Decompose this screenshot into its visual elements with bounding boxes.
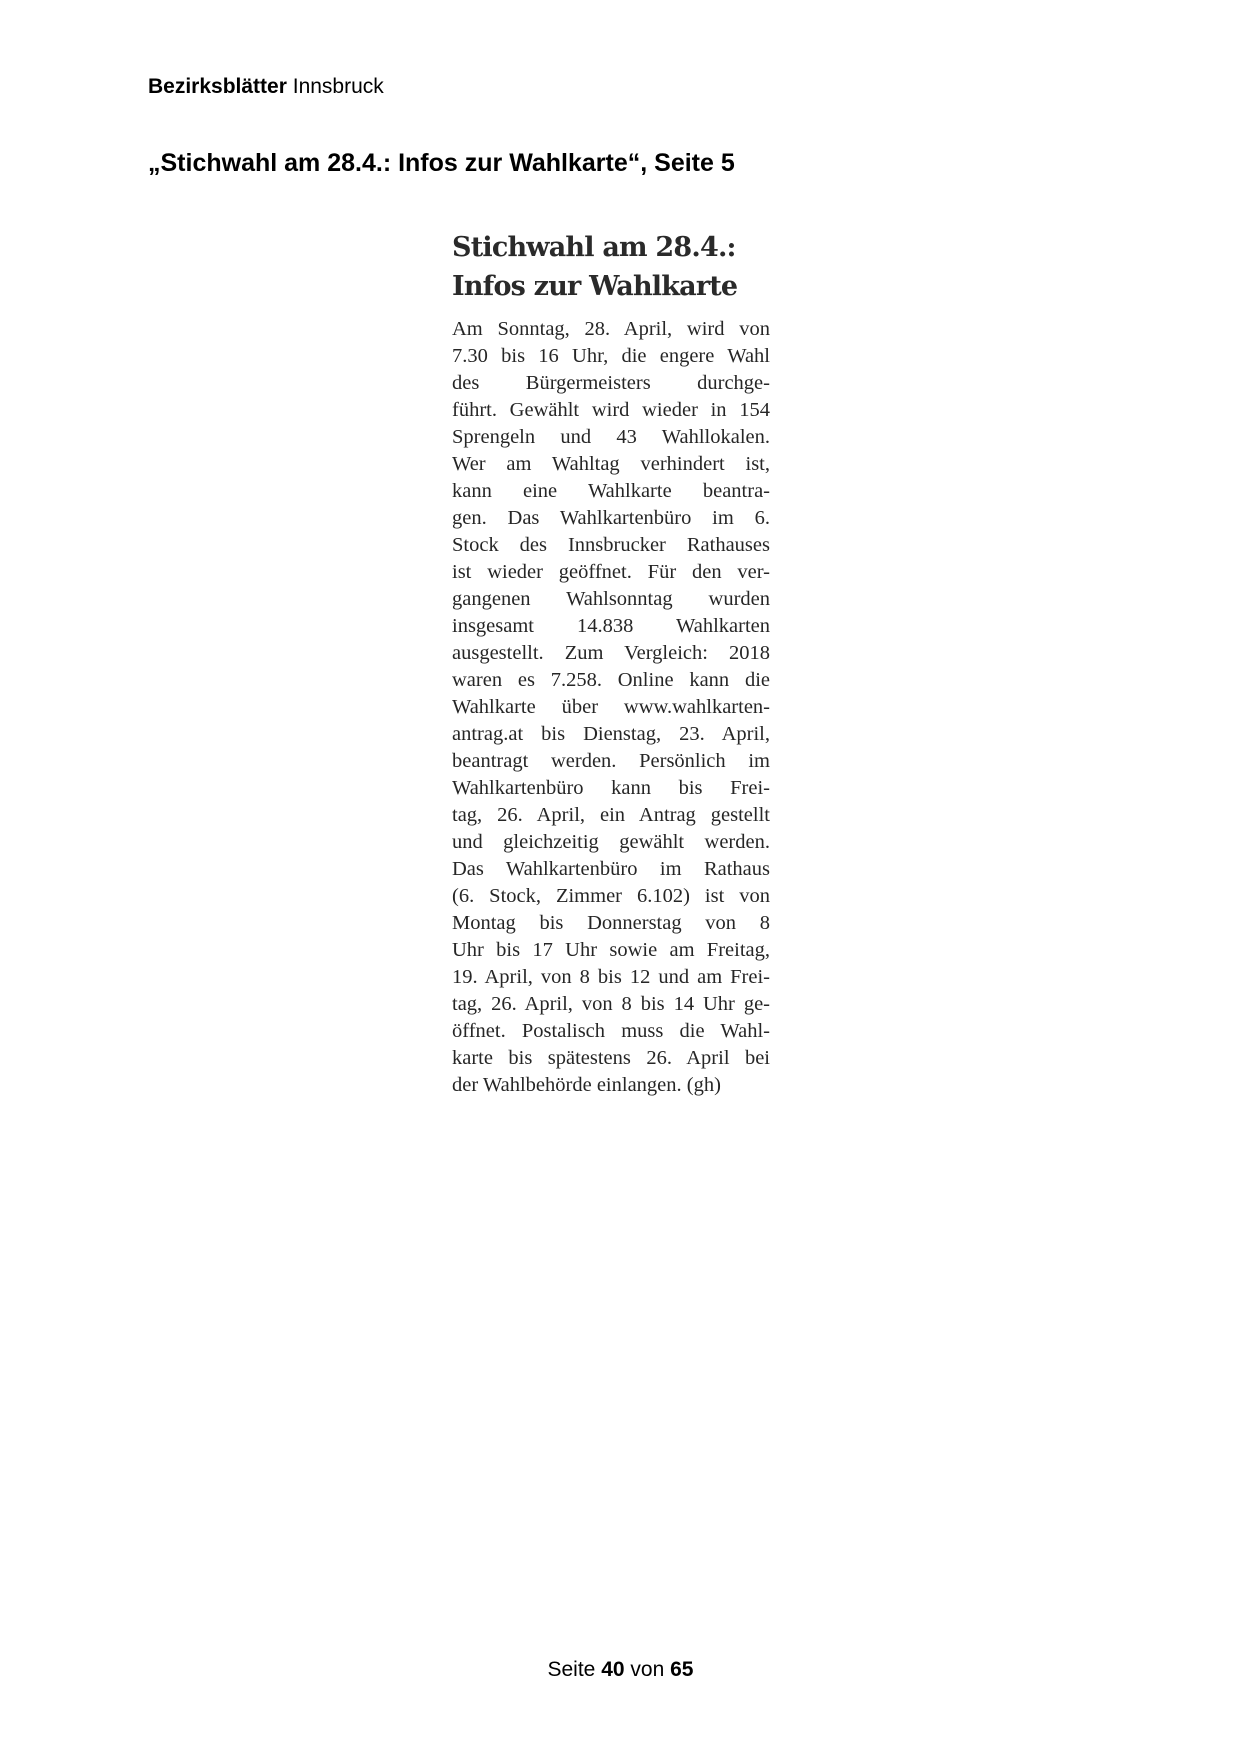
body-line: gen. Das Wahlkartenbüro im 6. bbox=[452, 507, 770, 529]
body-line: gangenen Wahlsonntag wurden bbox=[452, 588, 770, 610]
current-page-number: 40 bbox=[601, 1658, 625, 1681]
body-line: 7.30 bis 16 Uhr, die engere Wahl bbox=[452, 345, 770, 367]
body-line: tag, 26. April, von 8 bis 14 Uhr ge- bbox=[452, 993, 770, 1015]
article-headline bbox=[452, 228, 770, 306]
body-line: insgesamt 14.838 Wahlkarten bbox=[452, 615, 770, 637]
page-separator: von bbox=[630, 1658, 665, 1681]
headline-line: Stichwahl am 28.4.: bbox=[452, 232, 736, 263]
body-line: ausgestellt. Zum Vergleich: 2018 bbox=[452, 642, 770, 664]
page-footer bbox=[0, 1657, 1241, 1683]
headline-line: Infos zur Wahlkarte bbox=[452, 271, 738, 302]
body-line: und gleichzeitig gewählt werden. bbox=[452, 831, 770, 853]
body-line: (6. Stock, Zimmer 6.102) ist von bbox=[452, 885, 770, 907]
body-line: tag, 26. April, ein Antrag gestellt bbox=[452, 804, 770, 826]
body-line: Wahlkarte über www.wahlkarten- bbox=[452, 696, 770, 718]
page-header bbox=[148, 74, 384, 100]
body-line: Wer am Wahltag verhindert ist, bbox=[452, 453, 770, 475]
body-line: beantragt werden. Persönlich im bbox=[452, 750, 770, 772]
body-line: 19. April, von 8 bis 12 und am Frei- bbox=[452, 966, 770, 988]
article-clipping bbox=[452, 228, 770, 1099]
body-line: karte bis spätestens 26. April bei bbox=[452, 1047, 770, 1069]
body-line: Wahlkartenbüro kann bis Frei- bbox=[452, 777, 770, 799]
body-line: Sprengeln und 43 Wahllokalen. bbox=[452, 426, 770, 448]
total-page-count: 65 bbox=[670, 1658, 694, 1681]
body-line: der Wahlbehörde einlangen. (gh) bbox=[452, 1074, 721, 1096]
body-line: Uhr bis 17 Uhr sowie am Freitag, bbox=[452, 939, 770, 961]
body-line: Stock des Innsbrucker Rathauses bbox=[452, 534, 770, 556]
body-line: Montag bis Donnerstag von 8 bbox=[452, 912, 770, 934]
body-line: antrag.at bis Dienstag, 23. April, bbox=[452, 723, 770, 745]
body-line: öffnet. Postalisch muss die Wahl- bbox=[452, 1020, 770, 1042]
article-body bbox=[452, 316, 770, 1099]
body-line: Am Sonntag, 28. April, wird von bbox=[452, 318, 770, 340]
body-line: kann eine Wahlkarte beantra- bbox=[452, 480, 770, 502]
body-line: Das Wahlkartenbüro im Rathaus bbox=[452, 858, 770, 880]
page-label: Seite bbox=[547, 1658, 596, 1681]
document-title: „Stichwahl am 28.4.: Infos zur Wahlkarte“, Seite 5 bbox=[148, 149, 735, 177]
body-line: waren es 7.258. Online kann die bbox=[452, 669, 770, 691]
body-line: des Bürgermeisters durchge- bbox=[452, 372, 770, 394]
region-name: Innsbruck bbox=[292, 75, 384, 98]
publication-name: Bezirksblätter bbox=[148, 75, 287, 98]
body-line: führt. Gewählt wird wieder in 154 bbox=[452, 399, 770, 421]
body-line: ist wieder geöffnet. Für den ver- bbox=[452, 561, 770, 583]
